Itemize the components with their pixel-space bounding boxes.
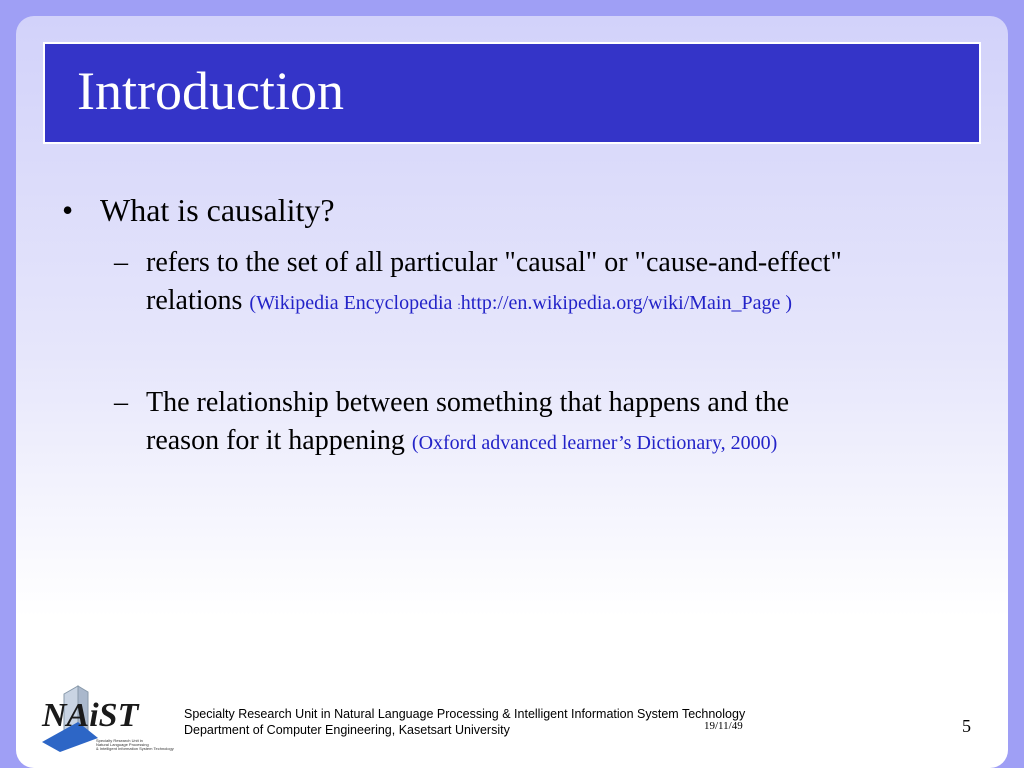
title-bar [43, 42, 981, 144]
citation-oxford: (Oxford advanced learner’s Dictionary, 2000) [411, 432, 778, 454]
naist-logo-icon [38, 682, 178, 754]
footer-line-department: Department of Computer Engineering, Kasetsart University [184, 723, 510, 737]
svg-text:NAiST: NAiST [42, 697, 139, 734]
sub-item-text-cont: reason for it happening [146, 425, 405, 456]
svg-text:& Intelligent Information Syst: & Intelligent Information System Technology [96, 746, 174, 751]
bullet-dot-icon: • [62, 192, 74, 228]
page-number: 5 [962, 716, 971, 736]
svg-text:Specialty Research Unit in: Specialty Research Unit in [96, 738, 143, 743]
footer-date: 19/11/49 [704, 720, 743, 732]
footer-line-unit: Specialty Research Unit in Natural Language Processing & Intelligent Information System Technology [184, 707, 746, 721]
svg-text:Natural Language Processing: Natural Language Processing [96, 742, 149, 747]
sub-item-text-cont: relations [146, 285, 243, 316]
dash-icon: – [114, 387, 128, 418]
slide-title: Introduction [77, 61, 344, 121]
citation-wikipedia: (Wikipedia Encyclopedia :http://en.wikipedia.org/wiki/Main_Page ) [249, 292, 793, 314]
sub-item-text: The relationship between something that happens and the [146, 387, 790, 418]
footer-affiliation [184, 706, 745, 738]
sub-item-text: refers to the set of all particular "causal" or "cause-and-effect" [146, 247, 842, 278]
bullet-text: What is causality? [100, 192, 335, 228]
dash-icon: – [114, 247, 128, 278]
